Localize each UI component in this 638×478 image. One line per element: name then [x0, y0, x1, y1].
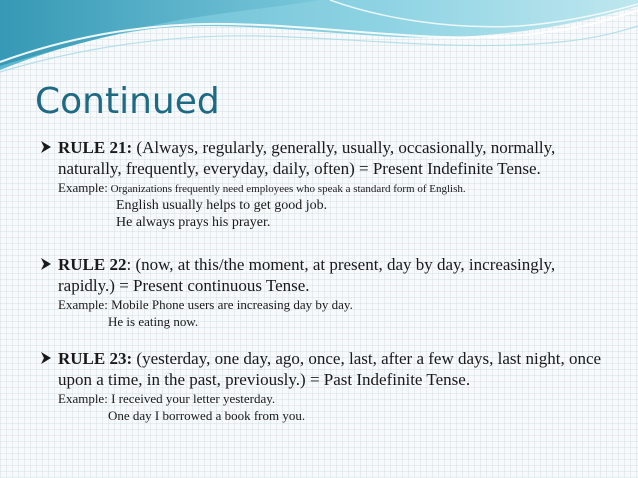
rule-23-label: RULE 23: — [58, 349, 133, 368]
rule-23-description: (yesterday, one day, ago, once, last, after a few days, last night, once upon a time, in the past, previously.) = Past Indefinite Tense. — [58, 349, 602, 389]
rule-21-sub-example-2: He always prays his prayer. — [116, 215, 271, 230]
example-label: Example: — [58, 391, 108, 406]
rule-21-example-text: Organizations frequently need employees who speak a standard form of English. — [107, 183, 466, 195]
rule-23-example — [40, 391, 610, 407]
rule-21-example — [40, 180, 610, 197]
arrow-bullet-icon — [40, 351, 52, 365]
rule-22-sub-example-1: He is eating now. — [108, 314, 199, 329]
rule-22-example — [40, 297, 610, 313]
arrow-bullet-icon — [40, 257, 52, 271]
rule-23-text — [40, 348, 610, 390]
rule-22-block — [40, 254, 610, 330]
rule-22-description: : (now, at this/the moment, at present, day by day, increasingly, rapidly.) = Present continuous Tense. — [58, 255, 556, 295]
example-label: Example: — [58, 180, 108, 195]
rule-21-label: RULE 21: — [58, 138, 133, 157]
rule-21-text — [40, 137, 610, 179]
header-wave-decoration — [0, 0, 638, 80]
arrow-bullet-icon — [40, 140, 52, 154]
example-label: Example: — [58, 297, 108, 312]
rule-22-example-text: Mobile Phone users are increasing day by day. — [107, 297, 353, 312]
rule-22-text — [40, 254, 610, 296]
rule-22-label: RULE 22 — [58, 255, 127, 274]
rule-21-sub-example-1: English usually helps to get good job. — [116, 198, 328, 213]
rule-21-block — [40, 137, 610, 231]
slide-title: Continued — [35, 81, 220, 122]
rule-23-sub-example-1: One day I borrowed a book from you. — [108, 408, 306, 423]
rule-23-example-text: I received your letter yesterday. — [107, 391, 276, 406]
rule-21-description: (Always, regularly, generally, usually, occasionally, normally, naturally, frequently, everyday, daily, often) = Present Indefinite Tense. — [58, 138, 556, 178]
rule-23-block — [40, 348, 610, 424]
